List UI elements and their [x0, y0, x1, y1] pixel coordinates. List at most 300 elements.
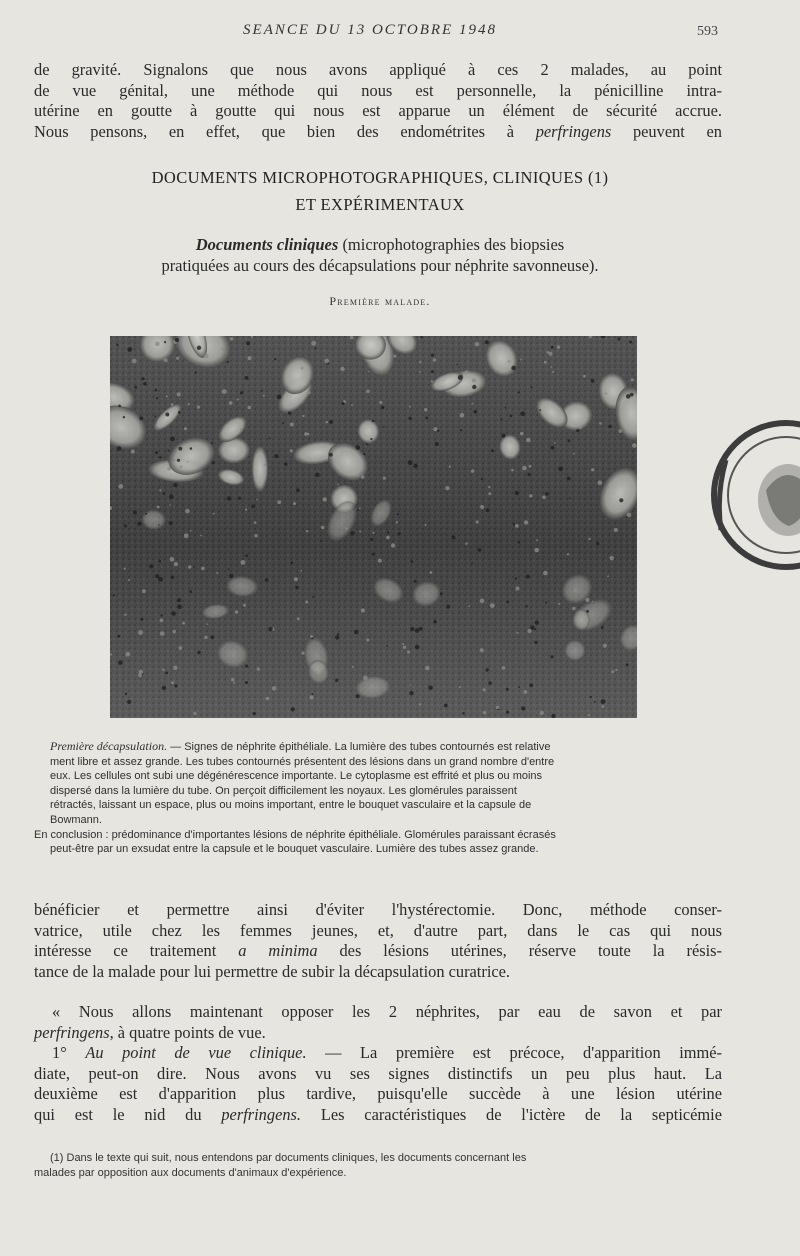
cell-nucleus — [248, 406, 252, 410]
cell-nucleus — [366, 390, 370, 394]
cell-nucleus — [590, 696, 592, 698]
cell-nucleus — [211, 442, 213, 444]
cell-nucleus — [173, 483, 177, 487]
cell-nucleus — [173, 630, 176, 633]
cell-nucleus — [486, 668, 489, 671]
caption-line — [34, 739, 724, 755]
cell-nucleus — [162, 686, 166, 690]
footnote — [34, 1151, 724, 1180]
cell-nucleus — [557, 345, 560, 348]
cell-nucleus — [245, 509, 247, 511]
micrograph-texture — [110, 336, 637, 718]
cell-nucleus — [125, 652, 130, 657]
cell-nucleus — [543, 571, 548, 576]
cell-nucleus — [127, 700, 131, 704]
cell-nucleus — [525, 605, 527, 607]
cell-nucleus — [274, 358, 276, 360]
cell-nucleus — [302, 415, 304, 417]
cell-nucleus — [517, 632, 519, 634]
cell-nucleus — [197, 651, 201, 655]
cell-nucleus — [471, 469, 474, 472]
cell-nucleus — [515, 524, 519, 528]
cell-nucleus — [506, 688, 509, 691]
cell-nucleus — [190, 530, 192, 532]
cell-nucleus — [488, 492, 491, 495]
cell-nucleus — [576, 429, 579, 432]
cell-nucleus — [238, 497, 241, 500]
cell-nucleus — [478, 548, 482, 552]
cell-nucleus — [171, 681, 174, 684]
text-span: — Signes de néphrite épithéliale. La lumière des tubes contournés est relative — [167, 741, 551, 753]
cell-nucleus — [629, 341, 632, 344]
cell-nucleus — [277, 395, 282, 400]
text-span: (microphotographies des biopsies — [338, 235, 565, 254]
cell-nucleus — [207, 623, 209, 625]
cell-nucleus — [265, 578, 269, 582]
cell-nucleus — [204, 636, 207, 639]
text-line: vatrice, utile chez les femmes jeunes, et, d'autre part, dans le cas qui nous — [34, 920, 722, 940]
cell-nucleus — [210, 635, 214, 639]
cell-nucleus — [228, 569, 230, 571]
cell-nucleus — [361, 608, 365, 612]
cell-nucleus — [166, 395, 168, 397]
cell-nucleus — [573, 453, 575, 455]
cell-nucleus — [155, 389, 158, 392]
cell-nucleus — [142, 589, 146, 593]
cell-nucleus — [520, 359, 522, 361]
cell-nucleus — [409, 691, 413, 695]
cell-nucleus — [245, 681, 248, 684]
cell-nucleus — [157, 506, 160, 509]
cell-nucleus — [266, 697, 270, 701]
cell-nucleus — [545, 492, 549, 496]
cell-nucleus — [383, 477, 386, 480]
cell-nucleus — [370, 538, 373, 541]
cell-nucleus — [171, 403, 174, 406]
cell-nucleus — [518, 541, 521, 544]
cell-nucleus — [619, 429, 623, 433]
cell-nucleus — [568, 439, 571, 442]
cell-nucleus — [605, 392, 608, 395]
cell-nucleus — [601, 705, 604, 708]
cell-nucleus — [363, 453, 365, 455]
cell-nucleus — [350, 531, 354, 535]
text-span: — La première est précoce, d'apparition immé- — [306, 1043, 722, 1062]
cell-nucleus — [601, 699, 606, 704]
cell-nucleus — [227, 496, 231, 500]
page-number: 593 — [697, 24, 718, 39]
cell-nucleus — [431, 370, 434, 373]
cell-nucleus — [579, 426, 582, 429]
cell-nucleus — [179, 447, 183, 451]
cell-nucleus — [216, 572, 218, 574]
text-span: Nous pensons, en effet, que bien des endométrites à — [34, 121, 536, 141]
cell-nucleus — [231, 678, 235, 682]
cell-nucleus — [156, 470, 158, 472]
cell-nucleus — [521, 706, 525, 710]
cell-nucleus — [124, 524, 127, 527]
cell-nucleus — [415, 645, 420, 650]
cell-nucleus — [158, 577, 163, 582]
cell-nucleus — [415, 628, 420, 633]
cell-nucleus — [551, 446, 555, 450]
cell-nucleus — [459, 686, 461, 688]
cell-nucleus — [508, 360, 511, 363]
cell-nucleus — [312, 596, 314, 598]
cell-nucleus — [465, 543, 467, 545]
cell-nucleus — [424, 524, 426, 526]
cell-nucleus — [588, 714, 590, 716]
cell-nucleus — [472, 379, 476, 383]
cell-nucleus — [460, 413, 465, 418]
cell-nucleus — [212, 461, 215, 464]
cell-nucleus — [558, 467, 563, 472]
cell-nucleus — [435, 442, 439, 446]
text-line — [34, 1105, 722, 1126]
cell-nucleus — [468, 605, 470, 607]
text-line — [34, 122, 722, 143]
caption-line: En conclusion : prédominance d'importantes lésions de néphrite épithéliale. Glomérules paraissant écrasés — [34, 828, 556, 841]
cell-nucleus — [608, 425, 612, 429]
cell-nucleus — [125, 693, 127, 695]
cell-nucleus — [301, 367, 304, 370]
caption-line: dispersé dans la lumière du tube. On perçoit difficilement les noyaux. Les glomérules paraissent — [50, 784, 517, 797]
cell-nucleus — [324, 359, 329, 364]
cell-nucleus — [445, 486, 449, 490]
cell-nucleus — [140, 618, 143, 621]
cell-nucleus — [177, 459, 180, 462]
cell-nucleus — [335, 679, 338, 682]
cell-nucleus — [430, 571, 433, 574]
cell-nucleus — [425, 417, 428, 420]
cell-nucleus — [165, 672, 168, 675]
cell-nucleus — [256, 499, 258, 501]
cell-nucleus — [378, 559, 382, 563]
cell-nucleus — [159, 560, 162, 563]
cell-nucleus — [240, 391, 243, 394]
cell-nucleus — [549, 352, 553, 356]
cell-nucleus — [381, 406, 385, 410]
cell-nucleus — [535, 621, 539, 625]
cell-nucleus — [193, 566, 195, 568]
cell-nucleus — [611, 670, 614, 673]
cell-nucleus — [268, 627, 272, 631]
cell-nucleus — [124, 568, 126, 570]
text-span: des lésions utérines, réserve toute la résis- — [317, 941, 722, 960]
cell-nucleus — [174, 562, 178, 566]
cell-nucleus — [506, 601, 509, 604]
cell-nucleus — [117, 635, 120, 638]
cell-nucleus — [117, 446, 122, 451]
cell-nucleus — [197, 346, 201, 350]
cell-nucleus — [124, 614, 126, 616]
cell-nucleus — [247, 356, 251, 360]
cell-nucleus — [145, 513, 147, 515]
cell-nucleus — [603, 644, 607, 648]
cell-nucleus — [480, 648, 484, 652]
cell-nucleus — [413, 464, 417, 468]
cell-nucleus — [496, 706, 499, 709]
cell-nucleus — [433, 358, 437, 362]
cell-nucleus — [446, 605, 450, 609]
cell-nucleus — [320, 540, 322, 542]
cell-nucleus — [263, 395, 265, 397]
cell-nucleus — [176, 357, 179, 360]
cell-nucleus — [222, 389, 227, 394]
cell-nucleus — [301, 652, 304, 655]
cell-nucleus — [171, 611, 176, 616]
cell-nucleus — [165, 413, 169, 417]
cell-nucleus — [449, 466, 451, 468]
cell-nucleus — [164, 358, 168, 362]
cell-nucleus — [408, 460, 413, 465]
cell-nucleus — [567, 477, 571, 481]
cell-nucleus — [539, 409, 541, 411]
cell-nucleus — [458, 375, 463, 380]
cell-nucleus — [321, 526, 325, 530]
cell-nucleus — [598, 480, 603, 485]
cell-nucleus — [311, 693, 313, 695]
cell-nucleus — [480, 599, 485, 604]
cell-nucleus — [340, 367, 344, 371]
cell-nucleus — [118, 405, 121, 408]
caption-line: eux. Les cellules ont subi une dégénérescence importante. Le cytoplasme est effrité et plus ou moins — [50, 770, 543, 783]
cell-nucleus — [431, 354, 434, 357]
cell-nucleus — [530, 626, 534, 630]
cell-nucleus — [540, 711, 544, 715]
cell-nucleus — [619, 498, 623, 502]
text-line: de vue génital, une méthode qui nous est personnelle, la pénicilline intra- — [34, 80, 722, 100]
cell-nucleus — [180, 465, 183, 468]
cell-nucleus — [626, 663, 629, 666]
body-paragraph-2 — [34, 1002, 722, 1043]
cell-nucleus — [315, 473, 320, 478]
cell-nucleus — [366, 639, 369, 642]
cell-nucleus — [305, 601, 308, 604]
cell-nucleus — [488, 681, 491, 684]
cell-nucleus — [460, 429, 462, 431]
cell-nucleus — [573, 588, 577, 592]
cell-nucleus — [352, 666, 354, 668]
running-head — [0, 22, 800, 44]
cell-nucleus — [526, 438, 531, 443]
cell-nucleus — [486, 508, 490, 512]
cell-nucleus — [583, 375, 586, 378]
cell-nucleus — [513, 523, 515, 525]
cell-nucleus — [173, 460, 175, 462]
cell-nucleus — [428, 686, 433, 691]
cell-nucleus — [558, 603, 560, 605]
italic-term: Au point de vue clinique. — [85, 1043, 307, 1062]
cell-nucleus — [175, 338, 179, 342]
cell-nucleus — [356, 474, 359, 477]
cell-nucleus — [632, 443, 637, 448]
subheading-italic: Documents cliniques — [195, 235, 339, 254]
cell-nucleus — [397, 513, 399, 515]
cell-nucleus — [295, 586, 298, 589]
cell-nucleus — [379, 401, 382, 404]
text-span: peuvent en — [611, 121, 722, 141]
cell-nucleus — [419, 371, 421, 373]
text-line: bénéficier et permettre ainsi d'éviter l'hystérectomie. Donc, méthode conser- — [34, 900, 722, 919]
cell-nucleus — [341, 402, 344, 405]
cell-nucleus — [235, 610, 239, 614]
cell-nucleus — [293, 502, 296, 505]
cell-nucleus — [386, 536, 390, 540]
cell-nucleus — [164, 341, 166, 343]
running-title: SEANCE DU 13 OCTOBRE 1948 — [243, 22, 497, 38]
cell-nucleus — [480, 505, 484, 509]
italic-term: perfringens. — [221, 1104, 302, 1124]
cell-nucleus — [396, 521, 398, 523]
cell-nucleus — [323, 497, 327, 501]
cell-nucleus — [408, 417, 411, 420]
cell-nucleus — [137, 522, 141, 526]
cell-nucleus — [169, 494, 174, 499]
cell-nucleus — [311, 341, 316, 346]
cell-nucleus — [425, 666, 429, 670]
cell-nucleus — [162, 492, 165, 495]
caption-line: ment libre et assez grande. Les tubes contournés présentent des lésions dans un grand nombre d'entre — [50, 755, 555, 768]
cell-nucleus — [511, 469, 514, 472]
cell-nucleus — [518, 686, 520, 688]
cell-nucleus — [177, 598, 181, 602]
cell-nucleus — [168, 450, 170, 452]
cell-nucleus — [257, 668, 260, 671]
cell-nucleus — [300, 570, 302, 572]
cell-nucleus — [254, 534, 257, 537]
cell-nucleus — [245, 376, 249, 380]
cell-nucleus — [542, 496, 546, 500]
cell-nucleus — [419, 703, 421, 705]
cell-nucleus — [407, 651, 410, 654]
cell-nucleus — [594, 701, 596, 703]
text-line: « Nous allons maintenant opposer les 2 néphrites, par eau de savon et par — [52, 1002, 722, 1021]
cell-nucleus — [123, 416, 125, 418]
cell-nucleus — [356, 694, 360, 698]
cell-nucleus — [177, 605, 182, 610]
cell-nucleus — [215, 613, 217, 615]
cell-nucleus — [326, 421, 329, 424]
text-line — [34, 1023, 722, 1044]
cell-nucleus — [158, 524, 160, 526]
cell-nucleus — [142, 377, 145, 380]
cell-nucleus — [156, 397, 158, 399]
cell-nucleus — [386, 645, 388, 647]
cell-nucleus — [610, 556, 614, 560]
cell-nucleus — [529, 683, 533, 687]
cell-nucleus — [204, 354, 208, 358]
cell-nucleus — [195, 372, 197, 374]
cell-nucleus — [529, 465, 532, 468]
cell-nucleus — [465, 370, 469, 374]
cell-nucleus — [329, 420, 333, 424]
cell-nucleus — [534, 548, 539, 553]
text-span: Les caractéristiques de l'ictère de la septicémie — [301, 1104, 723, 1124]
cell-nucleus — [291, 707, 295, 711]
cell-nucleus — [197, 406, 200, 409]
cell-nucleus — [528, 629, 532, 633]
cell-nucleus — [545, 602, 547, 604]
cell-nucleus — [113, 594, 115, 596]
cell-nucleus — [414, 580, 417, 583]
cell-nucleus — [241, 560, 246, 565]
cell-nucleus — [505, 407, 507, 409]
cell-nucleus — [502, 666, 506, 670]
cell-nucleus — [160, 614, 162, 616]
cell-nucleus — [601, 626, 604, 629]
cell-nucleus — [351, 404, 353, 406]
cell-nucleus — [118, 660, 123, 665]
cell-nucleus — [187, 461, 189, 463]
caption-line: Bowmann. — [50, 813, 102, 826]
cell-nucleus — [308, 391, 311, 394]
cell-nucleus — [162, 669, 164, 671]
cell-nucleus — [272, 686, 277, 691]
cell-nucleus — [297, 617, 300, 620]
cell-nucleus — [159, 489, 161, 491]
cell-nucleus — [337, 633, 339, 635]
cell-nucleus — [506, 711, 509, 714]
cell-nucleus — [363, 676, 368, 681]
cell-nucleus — [433, 620, 437, 624]
cell-nucleus — [188, 403, 190, 405]
cell-nucleus — [387, 531, 389, 533]
cell-nucleus — [501, 418, 503, 420]
cell-nucleus — [246, 341, 250, 345]
cell-nucleus — [243, 604, 246, 607]
cell-nucleus — [572, 607, 576, 611]
cell-nucleus — [372, 553, 375, 556]
caption-lead: Première décapsulation. — [50, 739, 168, 753]
caption-line: rétractés, laissant un espace, plus ou moins important, entre le bouquet vasculaire et la capsule de — [50, 799, 532, 812]
text-span: 1° — [52, 1043, 86, 1062]
top-paragraph — [34, 60, 722, 142]
cell-nucleus — [366, 443, 368, 445]
cell-nucleus — [520, 432, 524, 436]
cell-nucleus — [452, 535, 456, 539]
cell-nucleus — [420, 336, 422, 338]
cell-nucleus — [169, 521, 173, 525]
cell-nucleus — [167, 467, 171, 471]
cell-nucleus — [588, 538, 590, 540]
cell-nucleus — [534, 641, 537, 644]
cell-nucleus — [277, 500, 281, 504]
cell-nucleus — [522, 466, 527, 471]
micrograph-figure — [110, 336, 637, 718]
subheading-line — [70, 234, 690, 255]
micrograph-image — [110, 336, 637, 718]
text-line: de gravité. Signalons que nous avons appliqué à ces 2 malades, au point — [34, 60, 722, 79]
text-span: qui est le nid du — [34, 1104, 222, 1124]
cell-nucleus — [419, 627, 423, 631]
cell-nucleus — [527, 473, 530, 476]
cell-nucleus — [599, 422, 602, 425]
cell-nucleus — [306, 530, 308, 532]
text-line — [34, 941, 722, 962]
cell-nucleus — [221, 347, 224, 350]
cell-nucleus — [596, 542, 599, 545]
cell-nucleus — [511, 366, 516, 371]
cell-nucleus — [481, 478, 483, 480]
cell-nucleus — [269, 438, 271, 440]
cell-nucleus — [155, 451, 158, 454]
cell-nucleus — [169, 504, 171, 506]
subheading-line: pratiquées au cours des décapsulations pour néphrite savonneuse). — [161, 256, 599, 275]
cell-nucleus — [184, 427, 187, 430]
figure-caption — [34, 739, 724, 857]
cell-nucleus — [370, 438, 372, 440]
